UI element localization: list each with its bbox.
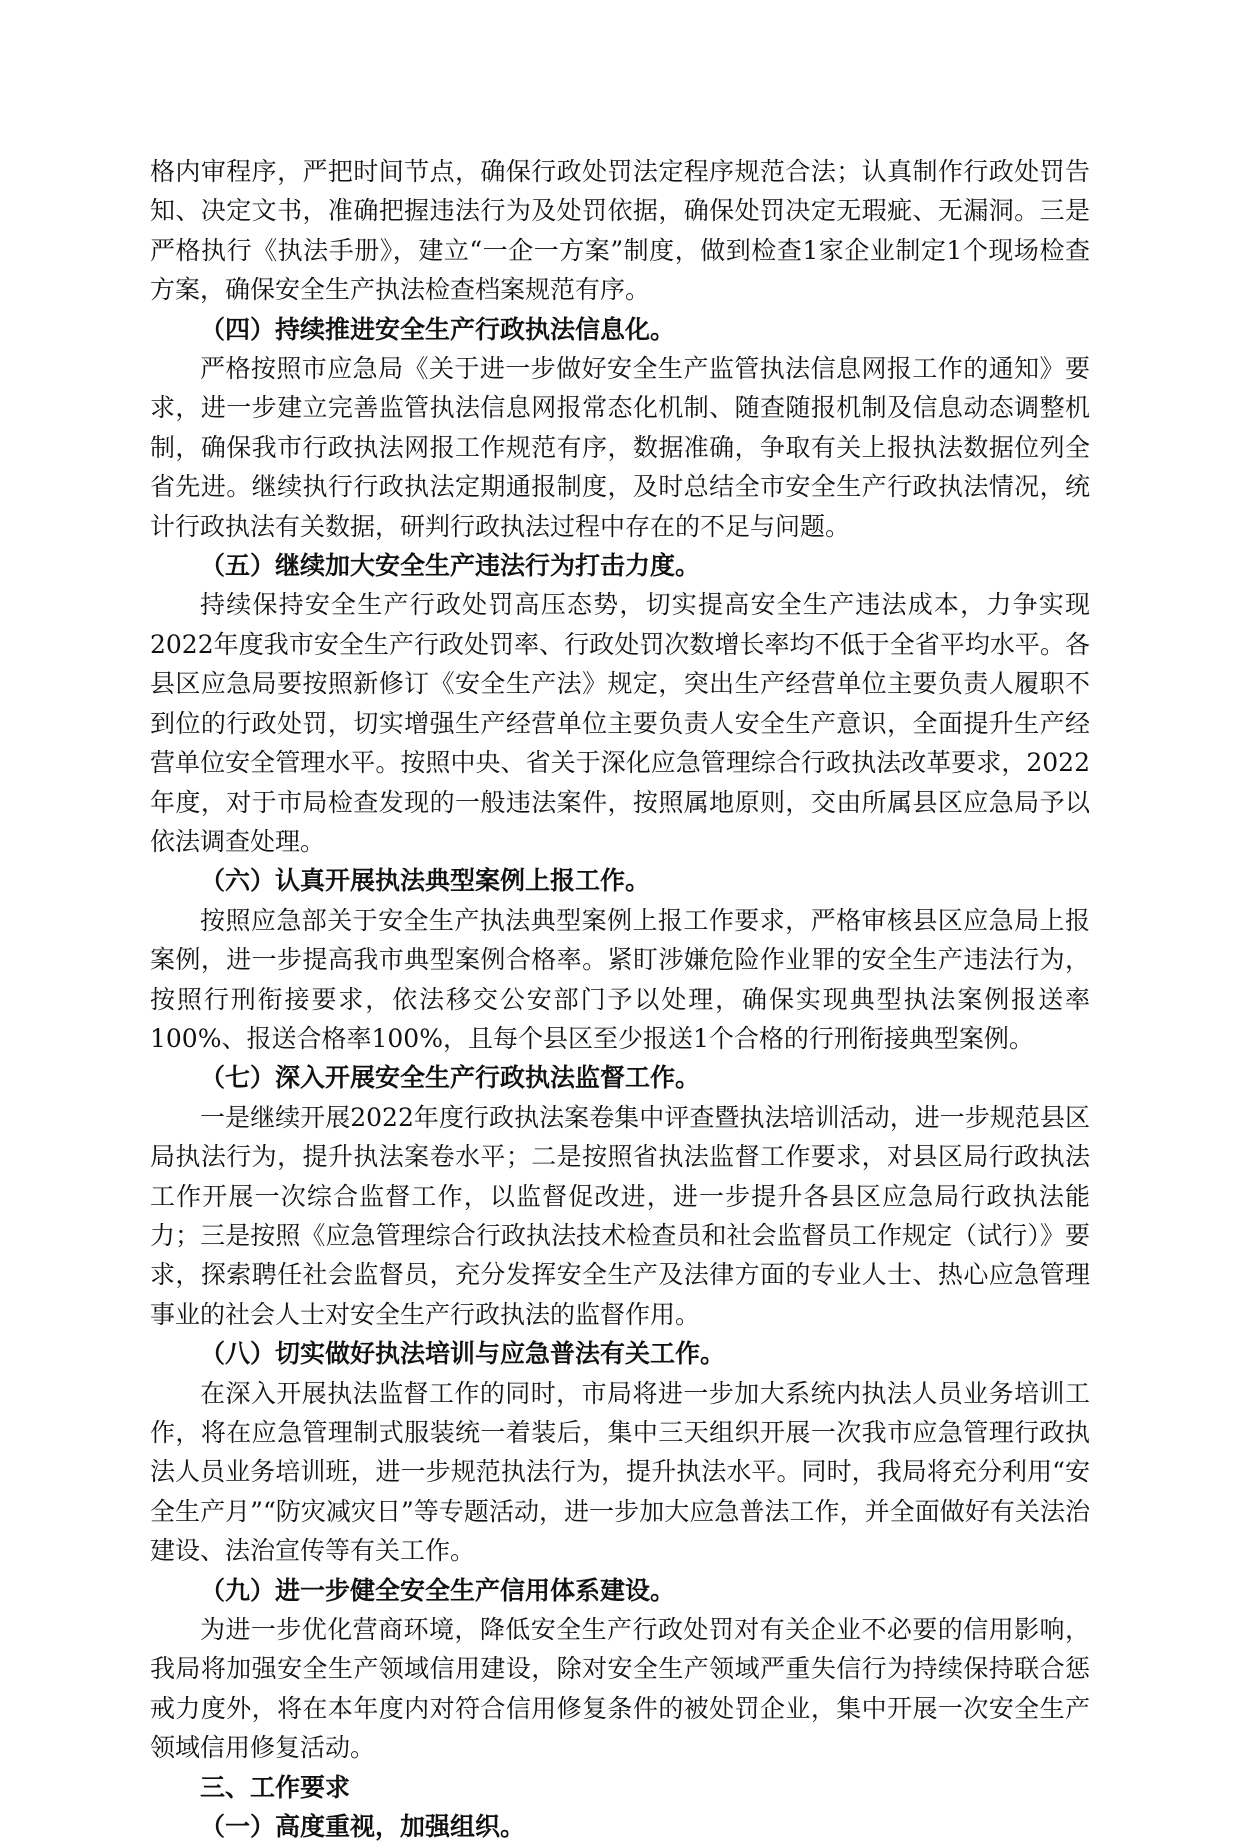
document-body bbox=[150, 152, 1090, 1846]
part-heading: 三、工作要求 bbox=[200, 1772, 351, 1802]
section-body-5: 持续保持安全生产行政处罚高压态势，切实提高安全生产违法成本，力争实现2022年度我市安全生产行政处罚率、行政处罚次数增长率均不低于全省平均水平。各县区应急局要按照新修订《安全生产法》规定，突出生产经营单位主要负责人履职不到位的行政处罚，切实增强生产经营单位主要负责人安全生产意识，全面提升生产经营单位安全管理水平。按照中央、省关于深化应急管理综合行政执法改革要求，2022年度，对于市局检查发现的一般违法案件，按照属地原则，交由所属县区应急局予以依法调查处理。 bbox=[150, 590, 1090, 856]
lead-paragraph: 格内审程序，严把时间节点，确保行政处罚法定程序规范合法；认真制作行政处罚告知、决定文书，准确把握违法行为及处罚依据，确保处罚决定无瑕疵、无漏洞。三是严格执行《执法手册》，建立“一企一方案”制度，做到检查1家企业制定1个现场检查方案，确保安全生产执法检查档案规范有序。 bbox=[150, 157, 1090, 305]
section-body-6: 按照应急部关于安全生产执法典型案例上报工作要求，严格审核县区应急局上报案例，进一步提高我市典型案例合格率。紧盯涉嫌危险作业罪的安全生产违法行为，按照行刑衔接要求，依法移交公安部门予以处理，确保实现典型执法案例报送率100%、报送合格率100%，且每个县区至少报送1个合格的行刑衔接典型案例。 bbox=[150, 905, 1090, 1053]
section-heading-7: （七）深入开展安全生产行政执法监督工作。 bbox=[200, 1063, 701, 1093]
section-heading-6: （六）认真开展执法典型案例上报工作。 bbox=[200, 866, 651, 896]
section-heading-8: （八）切实做好执法培训与应急普法有关工作。 bbox=[200, 1339, 726, 1369]
section-heading-4: （四）持续推进安全生产行政执法信息化。 bbox=[200, 314, 676, 344]
section-body-9: 为进一步优化营商环境，降低安全生产行政处罚对有关企业不必要的信用影响，我局将加强安全生产领域信用建设，除对安全生产领域严重失信行为持续保持联合惩戒力度外，将在本年度内对符合信用修复条件的被处罚企业，集中开展一次安全生产领域信用修复活动。 bbox=[150, 1615, 1090, 1763]
section-body-4: 严格按照市应急局《关于进一步做好安全生产监管执法信息网报工作的通知》要求，进一步建立完善监管执法信息网报常态化机制、随查随报机制及信息动态调整机制，确保我市行政执法网报工作规范有序，数据准确，争取有关上报执法数据位列全省先进。继续执行行政执法定期通报制度，及时总结全市安全生产行政执法情况，统计行政执法有关数据，研判行政执法过程中存在的不足与问题。 bbox=[150, 354, 1090, 541]
section-heading-9: （九）进一步健全安全生产信用体系建设。 bbox=[200, 1575, 676, 1605]
final-heading: （一）高度重视，加强组织。 bbox=[200, 1812, 526, 1842]
section-body-7: 一是继续开展2022年度行政执法案卷集中评查暨执法培训活动，进一步规范县区局执法行为，提升执法案卷水平；二是按照省执法监督工作要求，对县区局行政执法工作开展一次综合监督工作，以监督促改进，进一步提升各县区应急局行政执法能力；三是按照《应急管理综合行政执法技术检查员和社会监督员工作规定（试行）》要求，探索聘任社会监督员，充分发挥安全生产及法律方面的专业人士、热心应急管理事业的社会人士对安全生产行政执法的监督作用。 bbox=[150, 1102, 1090, 1329]
section-heading-5: （五）继续加大安全生产违法行为打击力度。 bbox=[200, 551, 701, 581]
section-body-8: 在深入开展执法监督工作的同时，市局将进一步加大系统内执法人员业务培训工作，将在应急管理制式服装统一着装后，集中三天组织开展一次我市应急管理行政执法人员业务培训班，进一步规范执法行为，提升执法水平。同时，我局将充分利用“安全生产月”“防灾减灾日”等专题活动，进一步加大应急普法工作，并全面做好有关法治建设、法治宣传等有关工作。 bbox=[150, 1378, 1090, 1566]
